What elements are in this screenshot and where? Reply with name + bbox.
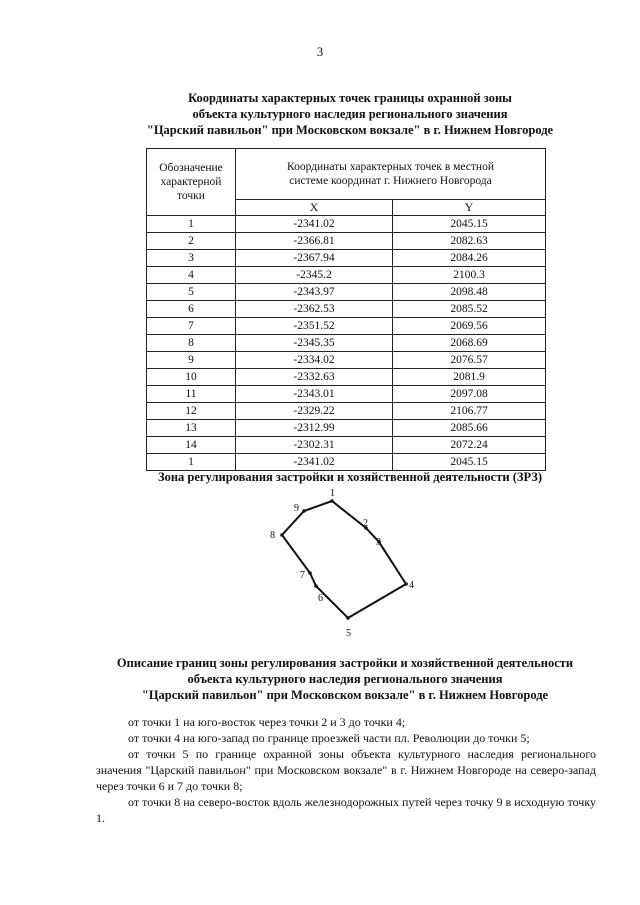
description-paragraph-4: от точки 8 на северо-восток вдоль железнодорожных путей через точку 9 в исходную точку 1. <box>96 795 596 825</box>
cell-point: 1 <box>147 216 236 233</box>
cell-point: 11 <box>147 386 236 403</box>
cell-point: 4 <box>147 267 236 284</box>
cell-point: 14 <box>147 437 236 454</box>
table-body <box>147 216 546 471</box>
description-title-line-3: "Царский павильон" при Московском вокзале" в г. Нижнем Новгороде <box>141 688 549 702</box>
table-row <box>147 318 546 335</box>
table-row <box>147 369 546 386</box>
table-title <box>110 90 590 138</box>
cell-y: 2085.52 <box>393 301 546 318</box>
cell-y: 2072.24 <box>393 437 546 454</box>
zone-boundary <box>282 501 406 618</box>
point-label-8: 8 <box>270 530 275 541</box>
point-6-marker <box>314 584 318 588</box>
cell-y: 2068.69 <box>393 335 546 352</box>
description-title <box>95 655 595 703</box>
point-label-2: 2 <box>363 518 368 529</box>
header-point-line-1: Обозначение <box>159 162 223 174</box>
header-x: X <box>236 200 393 216</box>
point-4-marker <box>404 582 408 586</box>
point-label-4: 4 <box>409 580 414 591</box>
point-label-3: 3 <box>376 537 381 548</box>
cell-y: 2045.15 <box>393 454 546 471</box>
cell-point: 2 <box>147 233 236 250</box>
cell-y: 2076.57 <box>393 352 546 369</box>
table-title-line-3: "Царский павильон" при Московском вокзале" в г. Нижнем Новгороде <box>146 123 554 137</box>
table-row <box>147 233 546 250</box>
header-point-line-2: характерной <box>160 176 222 188</box>
table-row <box>147 335 546 352</box>
cell-point: 13 <box>147 420 236 437</box>
cell-y: 2097.08 <box>393 386 546 403</box>
table-row <box>147 301 546 318</box>
description-title-line-2: объекта культурного наследия регионального значения <box>187 672 503 686</box>
cell-x: -2334.02 <box>236 352 393 369</box>
cell-x: -2362.53 <box>236 301 393 318</box>
cell-y: 2106.77 <box>393 403 546 420</box>
cell-x: -2343.97 <box>236 284 393 301</box>
description-title-line-1: Описание границ зоны регулирования застройки и хозяйственной деятельности <box>116 656 574 670</box>
point-label-9: 9 <box>294 503 299 514</box>
cell-x: -2341.02 <box>236 216 393 233</box>
table-row <box>147 250 546 267</box>
description-paragraph-1: от точки 1 на юго-восток через точки 2 и 3 до точки 4; <box>128 715 406 729</box>
cell-x: -2329.22 <box>236 403 393 420</box>
cell-point: 1 <box>147 454 236 471</box>
header-coords-line-1: Координаты характерных точек в местной <box>286 161 494 173</box>
cell-y: 2085.66 <box>393 420 546 437</box>
cell-y: 2098.48 <box>393 284 546 301</box>
point-label-1: 1 <box>330 488 335 499</box>
point-9-marker <box>302 509 306 513</box>
point-label-5: 5 <box>346 628 351 639</box>
cell-x: -2367.94 <box>236 250 393 267</box>
zone-scheme-diagram <box>260 485 430 645</box>
description-paragraph-2: от точки 4 на юго-запад по границе проезжей части пл. Революции до точки 5; <box>128 731 530 745</box>
table-row <box>147 437 546 454</box>
header-coords <box>236 149 546 200</box>
cell-y: 2100.3 <box>393 267 546 284</box>
cell-y: 2084.26 <box>393 250 546 267</box>
cell-y: 2081.9 <box>393 369 546 386</box>
table-row <box>147 454 546 471</box>
table-row <box>147 386 546 403</box>
point-5-marker <box>346 616 350 620</box>
table-row <box>147 420 546 437</box>
boundary-description <box>96 714 596 826</box>
description-paragraph-3: от точки 5 по границе охранной зоны объекта культурного наследия регионального значения "Царский павильон" при Московском вокзале" в г. Нижнем Новгороде на северо-запад через точки 6 и 7 до точки 8; <box>96 747 596 793</box>
cell-point: 3 <box>147 250 236 267</box>
table-row <box>147 403 546 420</box>
cell-point: 8 <box>147 335 236 352</box>
cell-x: -2351.52 <box>236 318 393 335</box>
cell-x: -2345.2 <box>236 267 393 284</box>
page-number: 3 <box>316 44 324 59</box>
header-coords-line-2: системе координат г. Нижнего Новгорода <box>289 175 492 187</box>
cell-point: 9 <box>147 352 236 369</box>
table-title-line-1: Координаты характерных точек границы охранной зоны <box>188 91 512 105</box>
cell-point: 5 <box>147 284 236 301</box>
table-title-line-2: объекта культурного наследия регионального значения <box>192 107 508 121</box>
point-7-marker <box>308 571 312 575</box>
cell-x: -2302.31 <box>236 437 393 454</box>
zone-title: Зона регулирования застройки и хозяйственной деятельности (ЗРЗ) <box>157 470 542 484</box>
cell-point: 12 <box>147 403 236 420</box>
table-row <box>147 216 546 233</box>
cell-x: -2343.01 <box>236 386 393 403</box>
cell-x: -2332.63 <box>236 369 393 386</box>
coordinates-table <box>146 148 546 471</box>
cell-point: 7 <box>147 318 236 335</box>
cell-x: -2366.81 <box>236 233 393 250</box>
point-label-7: 7 <box>300 570 305 581</box>
cell-y: 2045.15 <box>393 216 546 233</box>
cell-x: -2312.99 <box>236 420 393 437</box>
header-y: Y <box>393 200 546 216</box>
point-label-6: 6 <box>318 593 323 604</box>
cell-x: -2341.02 <box>236 454 393 471</box>
cell-y: 2069.56 <box>393 318 546 335</box>
point-8-marker <box>280 533 284 537</box>
cell-y: 2082.63 <box>393 233 546 250</box>
cell-point: 6 <box>147 301 236 318</box>
cell-point: 10 <box>147 369 236 386</box>
table-row <box>147 267 546 284</box>
cell-x: -2345.35 <box>236 335 393 352</box>
table-row <box>147 284 546 301</box>
point-1-marker <box>330 499 334 503</box>
header-point <box>147 149 236 216</box>
table-row <box>147 352 546 369</box>
header-point-line-3: точки <box>177 190 205 202</box>
